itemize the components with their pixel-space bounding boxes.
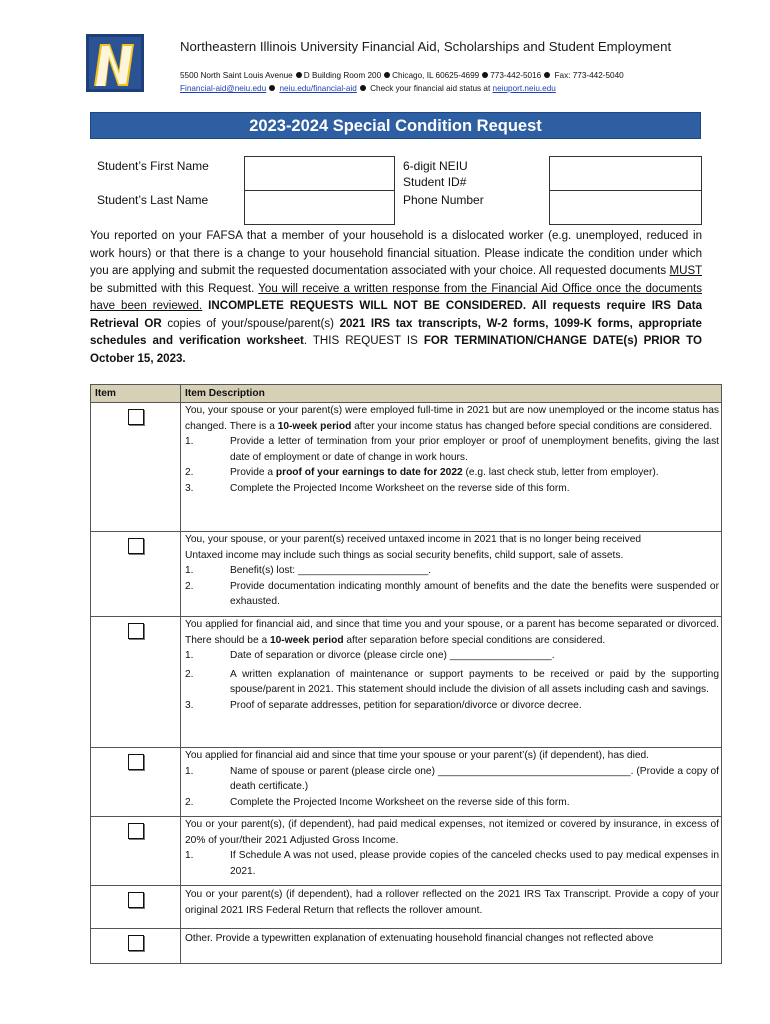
intro-text: You reported on your FAFSA that a member of your household is a dislocated worker (e.g. unemployed, reduced in work hours) or that there is a change to your household financial situation. Please indicate the condition under which you are applying and submit the requested documentation associated with your choice. All requested documents	[90, 230, 702, 277]
first-name-field[interactable]	[244, 156, 395, 191]
bullet-icon	[296, 72, 302, 78]
item-column-header: Item	[91, 385, 181, 403]
intro-text: copies of your/spouse/parent(s)	[167, 317, 340, 330]
list-item	[185, 848, 719, 879]
list-text: Complete the Projected Income Worksheet on the reverse side of this form.	[230, 796, 570, 808]
item-cell	[91, 817, 181, 886]
list-item	[185, 563, 719, 579]
intro-required-docs: 2021 IRS tax transcripts, W-2 forms, 1099-K forms, appropriate schedules and verification worksheet	[90, 317, 702, 347]
table-row	[91, 748, 722, 817]
list-text: Provide documentation indicating monthly amount of benefits and the date the benefits were suspended or exhausted.	[230, 580, 719, 607]
list-item	[185, 481, 719, 497]
condition-text: You, your spouse, or your parent(s) received untaxed income in 2021 that is no longer being received	[185, 534, 642, 545]
list-number: 2.	[185, 467, 194, 478]
student-id-label-line2: Student ID#	[403, 175, 467, 189]
item-cell	[91, 403, 181, 532]
status-text: Check your financial aid status at	[370, 84, 491, 93]
intro-must: MUST	[669, 265, 702, 277]
form-title: 2023-2024 Special Condition Request	[90, 112, 701, 139]
table-row	[91, 403, 722, 532]
list-text	[230, 465, 719, 481]
links-line	[180, 84, 556, 93]
list-number: 1.	[185, 850, 194, 861]
intro-text: . THIS REQUEST IS	[303, 335, 424, 347]
table-row	[91, 617, 722, 748]
item-cell	[91, 617, 181, 748]
bullet-icon	[384, 72, 390, 78]
table-row	[91, 929, 722, 964]
condition-text	[185, 403, 719, 434]
fax-number: Fax: 773-442-5040	[554, 71, 624, 80]
description-cell	[181, 817, 722, 886]
street-address: 5500 North Saint Louis Avenue	[180, 71, 293, 80]
list-number: 2.	[185, 580, 194, 592]
condition-text: You applied for financial aid and since that time your spouse or your parent’(s) (if dependent), has died.	[185, 750, 649, 761]
list-number: 1.	[185, 650, 194, 661]
student-id-field[interactable]	[549, 156, 702, 191]
list-text: Name of spouse or parent (please circle one) __________________________________. (Provide a copy of death certificate.)	[230, 765, 719, 792]
intro-text: be submitted with this Request.	[90, 282, 259, 295]
item-cell	[91, 886, 181, 929]
student-id-label-line1: 6-digit NEIU	[403, 159, 468, 173]
last-name-field[interactable]	[244, 190, 395, 225]
list-item	[185, 795, 719, 811]
list-text: Date of separation or divorce (please circle one) __________________.	[230, 650, 555, 661]
condition-text: You or your parent(s), (if dependent), had paid medical expenses, not itemized or covered by insurance, in excess of 20% of your/their 2021 Adjusted Gross Income.	[185, 819, 719, 846]
list-text: Benefit(s) lost: _______________________.	[230, 565, 432, 576]
condition-text: Untaxed income may include such things as social security benefits, child support, sale of assets.	[185, 549, 624, 561]
ten-week-emphasis: 10-week period	[269, 634, 344, 646]
student-id-label	[403, 158, 468, 190]
text: You applied for financial aid, and since that time you and your spouse, or a parent has become separated or divorced. There should be a	[185, 619, 719, 646]
description-cell	[181, 403, 722, 532]
description-column-header: Item Description	[181, 385, 722, 403]
list-item	[185, 434, 719, 465]
list-number: 1.	[185, 565, 194, 576]
bullet-icon	[544, 72, 550, 78]
web-link[interactable]: neiu.edu/financial-aid	[279, 84, 357, 93]
list-item	[185, 764, 719, 795]
list-text: A written explanation of maintenance or support payments to be received or paid by the supporting spouse/parent in 2021. This statement should include the division of all assets including cash and savings.	[230, 668, 719, 695]
item-cell	[91, 532, 181, 617]
instructions-paragraph	[90, 228, 702, 368]
condition-checkbox-death[interactable]	[128, 754, 144, 770]
list-text: If Schedule A was not used, please provide copies of the canceled checks used to pay medical expenses in 2021.	[230, 850, 719, 877]
phone-label: Phone Number	[403, 193, 484, 207]
neiu-logo	[86, 34, 144, 92]
list-item	[185, 698, 719, 714]
table-row	[91, 886, 722, 929]
table-header-row	[91, 385, 722, 403]
list-number: 1.	[185, 436, 194, 447]
intro-date-deadline: FOR TERMINATION/CHANGE DATE(s) PRIOR TO October 15, 2023.	[90, 335, 703, 365]
intro-incomplete-warning: INCOMPLETE REQUESTS WILL NOT BE CONSIDERED. All requests require IRS Data Retrieval OR	[90, 300, 702, 330]
text: You, your spouse or your parent(s) were employed full-time in 2021 but are now unemployed or the income status has changed. There is a	[185, 405, 719, 432]
org-name: Northeastern Illinois University Financial Aid, Scholarships and Student Employment	[180, 39, 672, 54]
neiuport-link[interactable]: neiuport.neiu.edu	[492, 84, 556, 93]
condition-checkbox-untaxed-income[interactable]	[128, 538, 144, 554]
text: Provide a	[230, 467, 276, 478]
phone-field[interactable]	[549, 190, 702, 225]
item-cell	[91, 748, 181, 817]
description-cell	[181, 929, 722, 964]
building-room: D Building Room 200	[303, 71, 382, 80]
condition-checkbox-unemployed[interactable]	[128, 409, 144, 425]
text: after your income status has changed before special conditions are considered.	[351, 420, 713, 432]
condition-text	[185, 617, 719, 648]
table-row	[91, 532, 722, 617]
description-cell	[181, 532, 722, 617]
condition-checkbox-medical[interactable]	[128, 823, 144, 839]
list-number: 1.	[185, 765, 194, 777]
intro-response-note: You will receive a written response from the Financial Aid Office once the documents have been reviewed.	[90, 282, 702, 312]
description-cell	[181, 748, 722, 817]
list-text: Proof of separate addresses, petition for separation/divorce or divorce decree.	[230, 699, 582, 711]
list-item	[185, 648, 719, 664]
list-item	[185, 465, 719, 481]
text: after separation before special conditions are considered.	[343, 634, 606, 646]
conditions-table	[90, 384, 722, 964]
list-text: Provide a letter of termination from your prior employer or proof of unemployment benefits, giving the last date of employment or date of change in work hours.	[230, 436, 719, 463]
list-text: Complete the Projected Income Worksheet on the reverse side of this form.	[230, 482, 570, 494]
email-link[interactable]: Financial-aid@neiu.edu	[180, 84, 267, 93]
first-name-label: Student’s First Name	[97, 159, 209, 173]
city-state-zip: Chicago, IL 60625-4699	[392, 71, 480, 80]
bullet-icon	[269, 85, 275, 91]
text: (e.g. last check stub, letter from employer).	[462, 467, 659, 478]
list-item	[185, 579, 719, 610]
neiu-logo-graphic	[86, 34, 144, 92]
list-number: 2.	[185, 796, 194, 808]
address-line	[180, 71, 624, 80]
last-name-label: Student’s Last Name	[97, 193, 209, 207]
item-cell	[91, 929, 181, 964]
bullet-icon	[360, 85, 366, 91]
earnings-emphasis: proof of your earnings to date for 2022	[275, 467, 463, 478]
list-item	[185, 667, 719, 698]
list-number: 2.	[185, 668, 194, 680]
ten-week-emphasis: 10-week period	[277, 420, 352, 432]
list-number: 3.	[185, 699, 194, 711]
condition-text: Other. Provide a typewritten explanation of extenuating household financial changes not reflected above	[185, 933, 654, 944]
list-number: 3.	[185, 482, 194, 494]
bullet-icon	[482, 72, 488, 78]
phone-number: 773-442-5016	[490, 71, 542, 80]
table-row	[91, 817, 722, 886]
condition-checkbox-separated[interactable]	[128, 623, 144, 639]
condition-text: You or your parent(s) (if dependent), had a rollover reflected on the 2021 IRS Tax Transcript. Provide a copy of your original 2021 IRS Federal Return that reflects the rollover amount.	[185, 889, 719, 916]
description-cell	[181, 886, 722, 929]
condition-checkbox-other[interactable]	[128, 935, 144, 951]
condition-checkbox-rollover[interactable]	[128, 892, 144, 908]
description-cell	[181, 617, 722, 748]
